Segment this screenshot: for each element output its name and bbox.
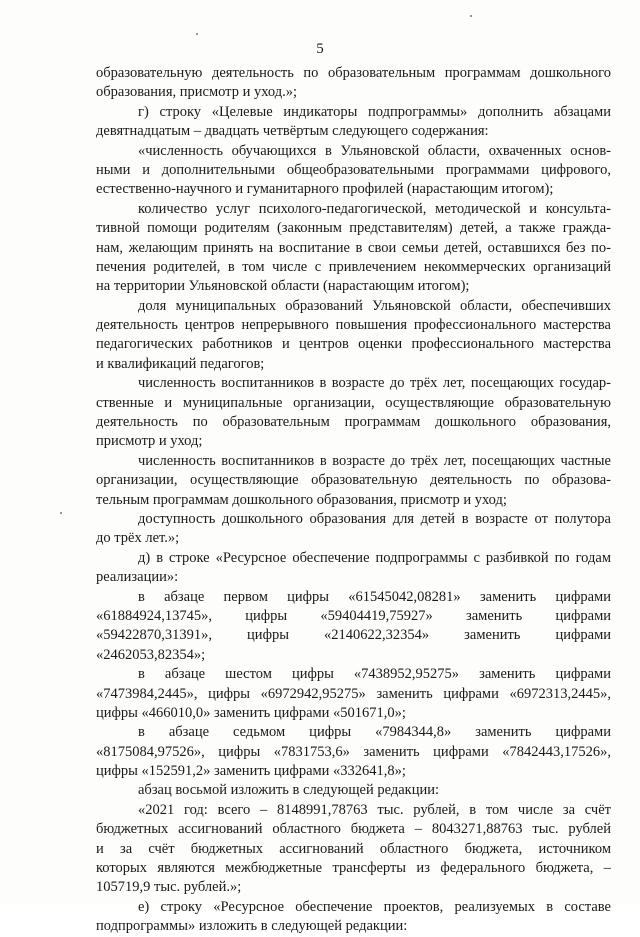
scan-speck	[470, 15, 472, 17]
text-line: е) строку «Ресурсное обеспечение проектов, реализуемых в составе	[138, 898, 611, 915]
text-line: в абзаце седьмом цифры «7984344,8» заменить цифрами	[138, 724, 611, 741]
text-line: «численность обучающихся в Ульяновской области, охваченных основ-	[138, 142, 611, 159]
text-line: которых являются межбюджетные трансферты из федерального бюджета, –	[96, 860, 611, 877]
text-line: «61884924,13745», цифры «59404419,75927» заменить цифрами	[96, 607, 611, 624]
text-line: образования, присмотр и уход.»;	[96, 84, 298, 101]
text-line: цифры «466010,0» заменить цифрами «501671,0»;	[96, 704, 406, 721]
text-line: абзац восьмой изложить в следующей редакции:	[138, 782, 440, 799]
text-line: доля муниципальных образований Ульяновской области, обеспечивших	[138, 297, 611, 314]
text-line: цифры «152591,2» заменить цифрами «332641,8»;	[96, 763, 406, 780]
text-line: тивной помощи родителям (законным представителям) детей, а также гражда-	[96, 220, 611, 237]
text-line: «8175084,97526», цифры «7831753,6» заменить цифрами «7842443,17526»,	[96, 743, 611, 760]
text-line: ными и дополнительными общеобразовательными программами цифрового,	[96, 161, 611, 178]
text-line: печения родителей, в том числе с привлечением некоммерческих организаций	[96, 258, 611, 275]
text-line: численность воспитанников в возрасте до трёх лет, посещающих частные	[138, 452, 611, 469]
text-line: на территории Ульяновской области (нарастающим итогом);	[96, 278, 470, 295]
text-line: г) строку «Целевые индикаторы подпрограммы» дополнить абзацами	[138, 103, 611, 120]
text-line: нам, желающим принять на воспитание в свои семьи детей, оставшихся без по-	[96, 239, 611, 256]
page-number: 5	[316, 41, 324, 57]
text-line: и за счёт бюджетных ассигнований областного бюджета, источником	[96, 840, 611, 857]
text-line: присмотр и уход;	[96, 433, 203, 450]
text-line: количество услуг психолого-педагогической, методической и консульта-	[138, 200, 611, 217]
text-line: организации, осуществляющие образовательную деятельность по образова-	[96, 472, 611, 489]
scan-speck	[60, 512, 62, 514]
text-line: д) в строке «Ресурсное обеспечение подпрограммы с разбивкой по годам	[138, 549, 611, 566]
text-line: «2462053,82354»;	[96, 646, 206, 663]
text-line: педагогических работников и центров оценки профессионального мастерства	[96, 336, 611, 353]
text-line: ственные и муниципальные организации, осуществляющие образовательную	[96, 394, 611, 411]
text-line: образовательную деятельность по образовательным программам дошкольного	[96, 65, 611, 81]
text-line: деятельность центров непрерывного повышения профессионального мастерства	[96, 317, 611, 334]
text-line: в абзаце первом цифры «61545042,08281» заменить цифрами	[138, 588, 611, 605]
text-line: тельным программам дошкольного образования, присмотр и уход;	[96, 491, 507, 508]
text-line: деятельность по образовательным программам дошкольного образования,	[96, 414, 611, 431]
text-line: девятнадцатым – двадцать четвёртым следующего содержания:	[96, 123, 489, 140]
text-line: естественно-научного и гуманитарного профилей (нарастающим итогом);	[96, 181, 554, 198]
text-line: в абзаце шестом цифры «7438952,95275» заменить цифрами	[138, 666, 611, 683]
text-line: реализации»:	[96, 569, 179, 586]
scan-speck	[196, 33, 198, 35]
text-line: «59422870,31391», цифры «2140622,32354» заменить цифрами	[96, 627, 611, 644]
document-body	[96, 64, 611, 937]
text-line: подпрограммы» изложить в следующей редакции:	[96, 918, 408, 935]
text-line: и квалификаций педагогов;	[96, 355, 265, 372]
text-line: «7473984,2445», цифры «6972942,95275» заменить цифрами «6972313,2445»,	[96, 685, 611, 702]
text-line: доступность дошкольного образования для детей в возрасте от полутора	[138, 510, 611, 527]
text-line: до трёх лет.»;	[96, 530, 180, 547]
text-line: бюджетных ассигнований областного бюджета – 8043271,88763 тыс. рублей	[96, 821, 611, 838]
text-line: численность воспитанников в возрасте до трёх лет, посещающих государ-	[138, 375, 611, 392]
text-line: 105719,9 тыс. рублей.»;	[96, 879, 242, 896]
text-line: «2021 год: всего – 8148991,78763 тыс. рублей, в том числе за счёт	[138, 801, 611, 818]
